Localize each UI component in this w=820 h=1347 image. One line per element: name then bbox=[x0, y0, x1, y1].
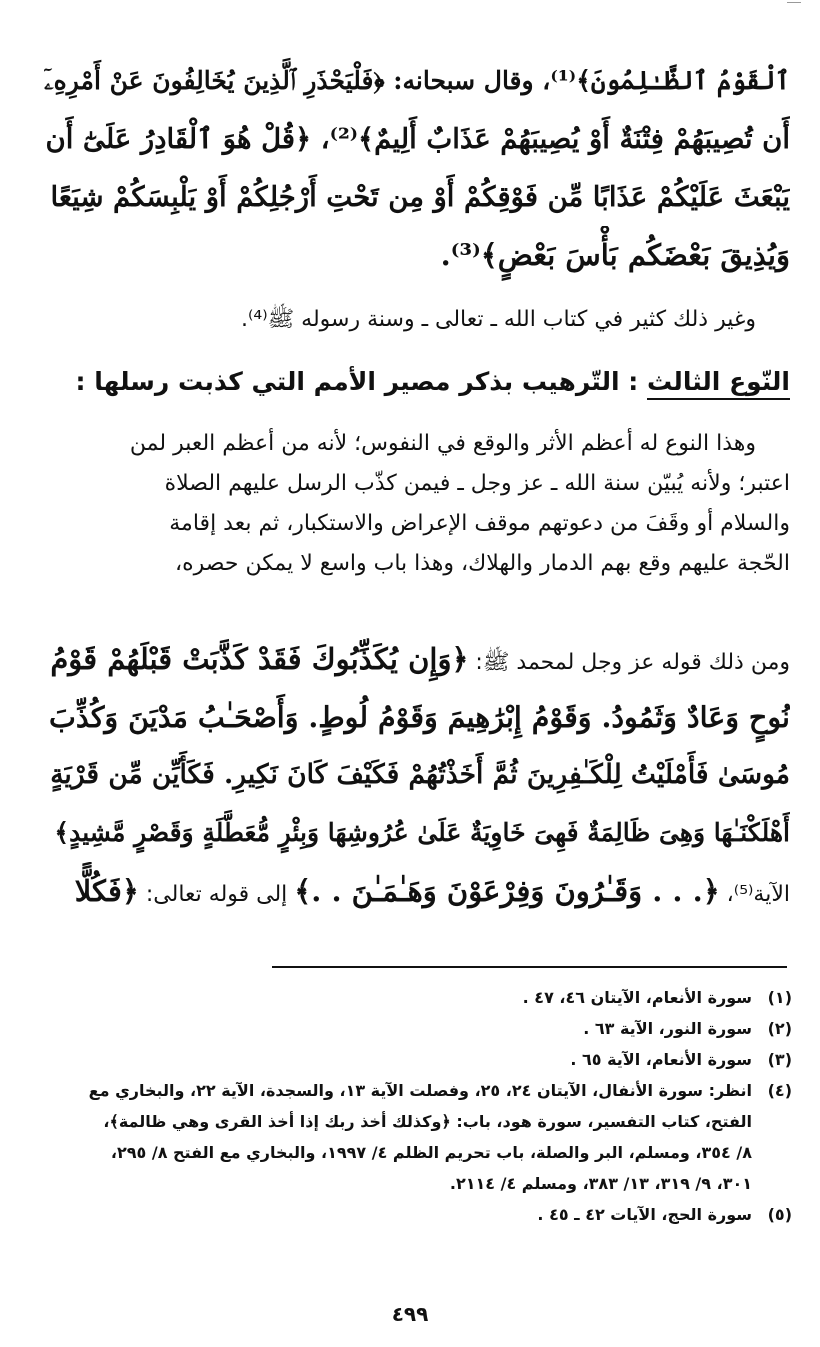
paragraph-explanation bbox=[44, 424, 790, 584]
quran-segment: ﴿. . . وَقَـٰرُونَ وَفِرْعَوْنَ وَهَـٰمَـٰنَ . .﴾ bbox=[294, 874, 720, 908]
heading-label: النّوع الثالث bbox=[647, 367, 790, 400]
footnote-separator bbox=[272, 966, 787, 968]
footnote-number: (٣) bbox=[767, 1050, 792, 1069]
text-line: وغير ذلك كثير في كتاب الله ـ تعالى ـ وسنة رسوله ﷺ⁽⁴⁾. bbox=[240, 307, 756, 332]
text-line: يَبْعَثَ عَلَيْكُمْ عَذَابًا مِّن فَوْقِكُمْ أَوْ مِن تَحْتِ أَرْجُلِكُمْ أَوْ يَلْبِسَكُمْ شِيَعًا bbox=[50, 181, 790, 213]
text-line: أَهْلَكْنَـٰهَا وَهِىَ ظَالِمَةٌ فَهِىَ خَاوِيَةٌ عَلَىٰ عُرُوشِهَا وَبِئْرٍ مُّعَطَّلَةٍ وَقَصْرٍ مَّشِيدٍ﴾ bbox=[54, 818, 790, 847]
text-line bbox=[44, 630, 790, 688]
heading-text: التّرهيب بذكر مصير الأمم التي كذبت رسلها : bbox=[75, 367, 620, 396]
footnote-3 bbox=[40, 1044, 792, 1075]
text-line: نُوحٍ وَعَادٌ وَثَمُودُ. وَقَوْمُ إِبْرَٰهِيمَ وَقَوْمُ لُوطٍ. وَأَصْحَـٰبُ مَدْيَنَ وَكُذِّبَ bbox=[49, 700, 790, 734]
text-line: أَن تُصِيبَهُمْ فِتْنَةٌ أَوْ يُصِيبَهُمْ عَذَابٌ أَلِيمٌ﴾⁽²⁾، ﴿قُلْ هُوَ ٱلْقَادِرُ عَلَىٰٓ أَن bbox=[45, 123, 790, 155]
prose-segment: إلى قوله تعالى: bbox=[138, 882, 295, 907]
footnote-2 bbox=[40, 1013, 792, 1044]
text-segment: اعتبر؛ ولأنه يُبيّن سنة الله ـ عز وجل ـ فيمن كذّب الرسل عليهم الصلاة bbox=[164, 471, 790, 496]
verse-block-nations bbox=[44, 630, 790, 924]
footnote-text: ٣٠١، ٩/ ٣١٩، ١٣/ ٣٨٣، ومسلم ٤/ ٢١١٤. bbox=[449, 1174, 752, 1193]
page-number: ٤٩٩ bbox=[391, 1302, 429, 1326]
footnote-text: الفتح، كتاب التفسير، سورة هود، باب: ﴿وكذلك أخذ ربك إذا أخذ القرى وهي ظالمة﴾، bbox=[103, 1112, 752, 1131]
heading-separator: : bbox=[619, 367, 647, 396]
footnote-4 bbox=[40, 1075, 792, 1199]
footnote-1 bbox=[40, 982, 792, 1013]
footnote-number: (٥) bbox=[767, 1205, 792, 1224]
text-line: وهذا النوع له أعظم الأثر والوقع في النفوس؛ لأنه من أعظم العبر لمن bbox=[129, 431, 756, 456]
footnote-text: سورة الحج، الآيات ٤٢ ـ ٤٥ . bbox=[537, 1205, 752, 1224]
footnote-text: سورة الأنعام، الآية ٦٥ . bbox=[570, 1050, 752, 1069]
verse-block-top bbox=[44, 52, 790, 284]
footnote-number: (٤) bbox=[767, 1081, 792, 1100]
quran-segment: ﴿وَإِن يُكَذِّبُوكَ فَقَدْ كَذَّبَتْ قَبْلَهُمْ قَوْمُ bbox=[50, 642, 469, 676]
footnote-text: ٨/ ٣٥٤، ومسلم، البر والصلة، باب تحريم الظلم ٤/ ١٩٩٧، والبخاري مع الفتح ٨/ ٢٩٥، bbox=[110, 1143, 752, 1162]
text-line: الحّجة عليهم وقع بهم الدمار والهلاك، وهذا باب واسع لا يمكن حصره، bbox=[175, 551, 790, 576]
text-line: مُوسَىٰ فَأَمْلَيْتُ لِلْكَـٰفِرِينَ ثُمَّ أَخَذْتُهُمْ فَكَيْفَ كَانَ نَكِيرِ. فَكَأَيِّن مِّن قَرْيَةٍ bbox=[50, 759, 790, 790]
footnote-text: انظر: سورة الأنفال، الآيتان ٢٤، ٢٥، وفصلت الآية ١٣، والسجدة، الآية ٢٢، والبخاري مع bbox=[88, 1081, 752, 1100]
corner-mark bbox=[787, 2, 801, 15]
paragraph-other-evidence bbox=[44, 300, 790, 340]
text-line bbox=[44, 862, 790, 924]
footnote-5 bbox=[40, 1199, 792, 1230]
text-line: والسلام أو وقَفَ من دعوتهم موقف الإعراض والاستكبار، ثم بعد إقامة bbox=[169, 511, 790, 536]
footnote-text: سورة الأنعام، الآيتان ٤٦، ٤٧ . bbox=[522, 988, 752, 1007]
section-heading bbox=[44, 356, 790, 408]
prose-segment: ومن ذلك قوله عز وجل لمحمد ﷺ: bbox=[468, 650, 790, 675]
footnote-number: (١) bbox=[767, 988, 792, 1007]
quran-segment: ﴿فَكُلًّا bbox=[74, 874, 139, 908]
text-line bbox=[44, 464, 790, 504]
footnotes bbox=[40, 982, 792, 1230]
prose-segment: الآية⁽⁵⁾، bbox=[719, 882, 790, 907]
footnote-text: سورة النور، الآية ٦٣ . bbox=[583, 1019, 752, 1038]
text-line: ٱلْقَوْمُ ٱلظَّـٰلِمُونَ﴾⁽¹⁾، وقال سبحانه: ﴿فَلْيَحْذَرِ ٱلَّذِينَ يُخَالِفُونَ عَنْ أَمْرِهِۦٓ bbox=[44, 66, 790, 95]
footnote-number: (٢) bbox=[767, 1019, 792, 1038]
text-line: وَيُذِيقَ بَعْضَكُم بَأْسَ بَعْضٍ﴾⁽³⁾. bbox=[440, 238, 790, 272]
